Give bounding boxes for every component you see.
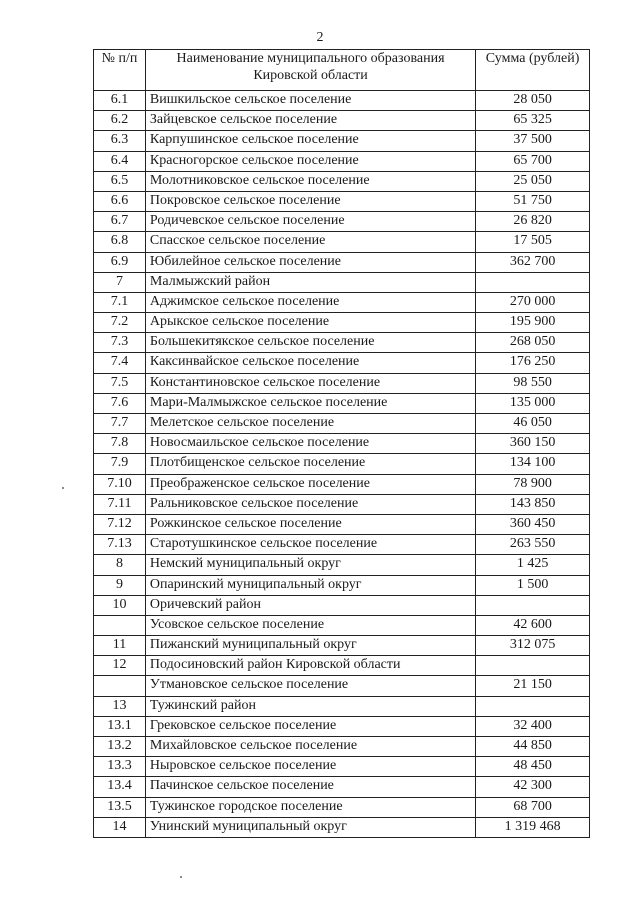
row-number-cell: 7.10 [94, 474, 146, 494]
table-row [94, 373, 590, 393]
row-number-cell: 7.4 [94, 353, 146, 373]
municipality-name-cell: Мелетское сельское поселение [145, 414, 475, 434]
amount-cell: 68 700 [476, 797, 590, 817]
table-body [94, 91, 590, 838]
municipality-name-cell: Аджимское сельское поселение [145, 292, 475, 312]
row-number-cell: 7 [94, 272, 146, 292]
scan-speck [180, 876, 182, 878]
amount-cell: 1 425 [476, 555, 590, 575]
amount-cell: 135 000 [476, 393, 590, 413]
table-row [94, 474, 590, 494]
table-row [94, 636, 590, 656]
table-row [94, 91, 590, 111]
municipality-name-cell: Красногорское сельское поселение [145, 151, 475, 171]
municipality-name-cell: Каксинвайское сельское поселение [145, 353, 475, 373]
row-number-cell: 13.5 [94, 797, 146, 817]
municipality-name-cell: Большекитякское сельское поселение [145, 333, 475, 353]
amount-cell: 32 400 [476, 716, 590, 736]
amount-cell: 17 505 [476, 232, 590, 252]
municipality-name-cell: Старотушкинское сельское поселение [145, 535, 475, 555]
row-number-cell: 7.12 [94, 514, 146, 534]
municipality-name-cell: Константиновское сельское поселение [145, 373, 475, 393]
row-number-cell [94, 615, 146, 635]
row-number-cell: 6.4 [94, 151, 146, 171]
table-row [94, 111, 590, 131]
municipality-name-cell: Арыкское сельское поселение [145, 313, 475, 333]
header-row [94, 50, 590, 91]
scan-speck [62, 487, 64, 489]
municipality-name-cell: Подосиновский район Кировской области [145, 656, 475, 676]
row-number-cell: 7.3 [94, 333, 146, 353]
row-number-cell: 13.4 [94, 777, 146, 797]
table-row [94, 595, 590, 615]
row-number-cell [94, 676, 146, 696]
row-number-cell: 8 [94, 555, 146, 575]
row-number-cell: 7.2 [94, 313, 146, 333]
table-row [94, 817, 590, 837]
table-row [94, 696, 590, 716]
table-row [94, 514, 590, 534]
row-number-cell: 6.8 [94, 232, 146, 252]
municipality-name-cell: Тужинское городское поселение [145, 797, 475, 817]
table-row [94, 434, 590, 454]
amount-cell: 1 319 468 [476, 817, 590, 837]
amount-cell: 360 150 [476, 434, 590, 454]
amount-cell [476, 656, 590, 676]
row-number-cell: 6.7 [94, 212, 146, 232]
municipality-name-cell: Ныровское сельское поселение [145, 757, 475, 777]
table-row [94, 292, 590, 312]
municipality-name-cell: Зайцевское сельское поселение [145, 111, 475, 131]
municipality-name-cell: Малмыжский район [145, 272, 475, 292]
allocation-table [93, 49, 590, 838]
table-row [94, 716, 590, 736]
row-number-cell: 9 [94, 575, 146, 595]
row-number-cell: 7.11 [94, 494, 146, 514]
municipality-name-cell: Усовское сельское поселение [145, 615, 475, 635]
municipality-name-cell: Михайловское сельское поселение [145, 737, 475, 757]
table-row [94, 353, 590, 373]
row-number-cell: 7.9 [94, 454, 146, 474]
amount-cell [476, 696, 590, 716]
row-number-cell: 7.7 [94, 414, 146, 434]
table-row [94, 454, 590, 474]
row-number-cell: 6.3 [94, 131, 146, 151]
municipality-name-cell: Плотбищенское сельское поселение [145, 454, 475, 474]
amount-cell: 1 500 [476, 575, 590, 595]
table-row [94, 272, 590, 292]
column-header-name: Наименование муниципального образования Кировской области [145, 50, 475, 91]
row-number-cell: 6.1 [94, 91, 146, 111]
municipality-name-cell: Опаринский муниципальный округ [145, 575, 475, 595]
municipality-name-cell: Унинский муниципальный округ [145, 817, 475, 837]
municipality-name-cell: Утмановское сельское поселение [145, 676, 475, 696]
amount-cell: 65 700 [476, 151, 590, 171]
page-number: 2 [316, 30, 324, 45]
amount-cell: 44 850 [476, 737, 590, 757]
municipality-name-cell: Спасское сельское поселение [145, 232, 475, 252]
amount-cell: 176 250 [476, 353, 590, 373]
table-row [94, 494, 590, 514]
amount-cell: 134 100 [476, 454, 590, 474]
table-row [94, 555, 590, 575]
table-row [94, 737, 590, 757]
row-number-cell: 7.6 [94, 393, 146, 413]
row-number-cell: 14 [94, 817, 146, 837]
table-row [94, 615, 590, 635]
table-header [94, 50, 590, 91]
table-row [94, 232, 590, 252]
table-row [94, 191, 590, 211]
table-row [94, 393, 590, 413]
municipality-name-cell: Рожкинское сельское поселение [145, 514, 475, 534]
amount-cell: 268 050 [476, 333, 590, 353]
municipality-name-cell: Грековское сельское поселение [145, 716, 475, 736]
amount-cell: 65 325 [476, 111, 590, 131]
municipality-name-cell: Юбилейное сельское поселение [145, 252, 475, 272]
amount-cell [476, 272, 590, 292]
row-number-cell: 6.5 [94, 171, 146, 191]
amount-cell: 48 450 [476, 757, 590, 777]
table-row [94, 777, 590, 797]
amount-cell: 37 500 [476, 131, 590, 151]
row-number-cell: 6.2 [94, 111, 146, 131]
municipality-name-cell: Мари-Малмыжское сельское поселение [145, 393, 475, 413]
municipality-name-cell: Ральниковское сельское поселение [145, 494, 475, 514]
amount-cell: 26 820 [476, 212, 590, 232]
row-number-cell: 13.1 [94, 716, 146, 736]
column-header-sum: Сумма (рублей) [476, 50, 590, 91]
amount-cell: 21 150 [476, 676, 590, 696]
amount-cell: 312 075 [476, 636, 590, 656]
table-row [94, 676, 590, 696]
municipality-name-cell: Оричевский район [145, 595, 475, 615]
table-row [94, 535, 590, 555]
municipality-name-cell: Родичевское сельское поселение [145, 212, 475, 232]
table-row [94, 313, 590, 333]
table-row [94, 575, 590, 595]
municipality-name-cell: Новосмаильское сельское поселение [145, 434, 475, 454]
municipality-name-cell: Преображенское сельское поселение [145, 474, 475, 494]
row-number-cell: 6.9 [94, 252, 146, 272]
amount-cell: 25 050 [476, 171, 590, 191]
amount-cell: 195 900 [476, 313, 590, 333]
amount-cell: 51 750 [476, 191, 590, 211]
municipality-name-cell: Пижанский муниципальный округ [145, 636, 475, 656]
amount-cell: 78 900 [476, 474, 590, 494]
row-number-cell: 7.5 [94, 373, 146, 393]
amount-cell: 360 450 [476, 514, 590, 534]
row-number-cell: 13 [94, 696, 146, 716]
amount-cell: 98 550 [476, 373, 590, 393]
table-row [94, 757, 590, 777]
table-row [94, 171, 590, 191]
table-row [94, 656, 590, 676]
amount-cell: 28 050 [476, 91, 590, 111]
municipality-name-cell: Немский муниципальный округ [145, 555, 475, 575]
amount-cell [476, 595, 590, 615]
amount-cell: 270 000 [476, 292, 590, 312]
municipality-name-cell: Карпушинское сельское поселение [145, 131, 475, 151]
table-row [94, 797, 590, 817]
row-number-cell: 10 [94, 595, 146, 615]
municipality-name-cell: Вишкильское сельское поселение [145, 91, 475, 111]
amount-cell: 362 700 [476, 252, 590, 272]
amount-cell: 42 300 [476, 777, 590, 797]
row-number-cell: 13.3 [94, 757, 146, 777]
row-number-cell: 7.13 [94, 535, 146, 555]
row-number-cell: 7.1 [94, 292, 146, 312]
row-number-cell: 13.2 [94, 737, 146, 757]
column-header-number: № п/п [94, 50, 146, 91]
row-number-cell: 12 [94, 656, 146, 676]
municipality-name-cell: Пачинское сельское поселение [145, 777, 475, 797]
amount-cell: 263 550 [476, 535, 590, 555]
amount-cell: 143 850 [476, 494, 590, 514]
table-row [94, 414, 590, 434]
table-row [94, 212, 590, 232]
table-row [94, 131, 590, 151]
municipality-name-cell: Покровское сельское поселение [145, 191, 475, 211]
amount-cell: 46 050 [476, 414, 590, 434]
row-number-cell: 11 [94, 636, 146, 656]
table-row [94, 333, 590, 353]
row-number-cell: 6.6 [94, 191, 146, 211]
table-row [94, 151, 590, 171]
municipality-name-cell: Тужинский район [145, 696, 475, 716]
amount-cell: 42 600 [476, 615, 590, 635]
table-row [94, 252, 590, 272]
municipality-name-cell: Молотниковское сельское поселение [145, 171, 475, 191]
row-number-cell: 7.8 [94, 434, 146, 454]
